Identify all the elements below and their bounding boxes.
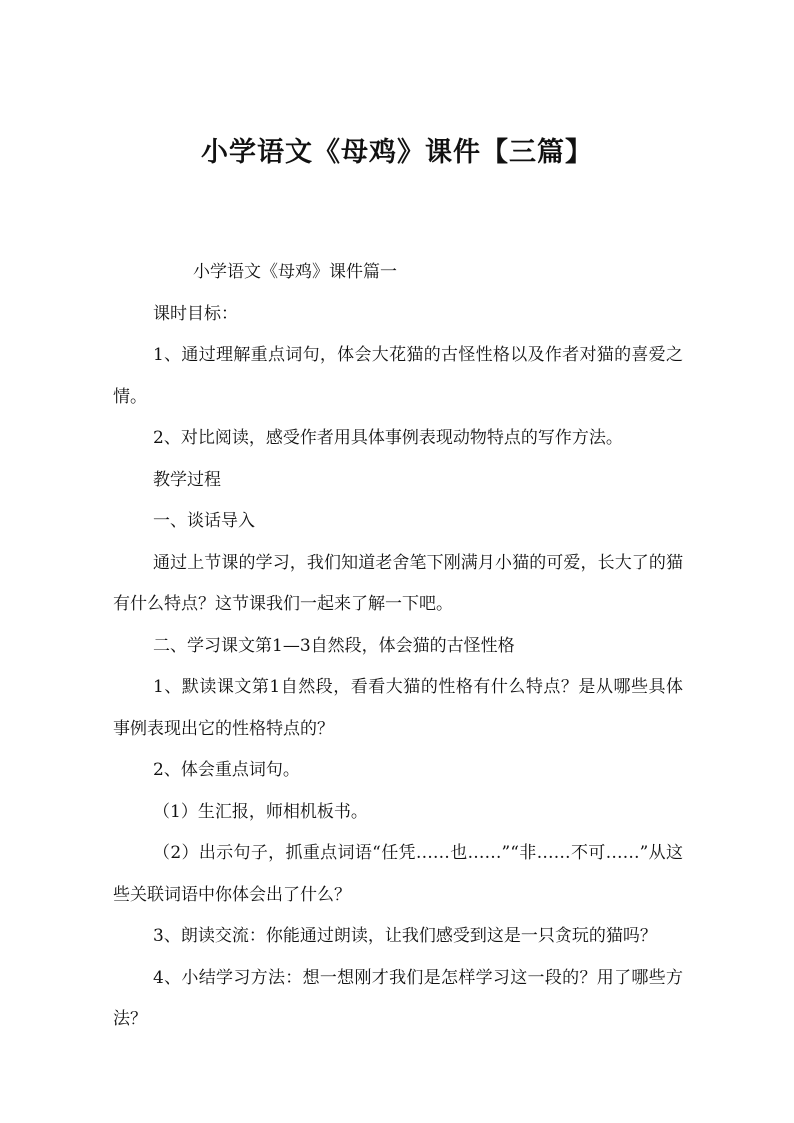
document-title: 小学语文《母鸡》课件【三篇】: [201, 137, 593, 168]
document-body: [113, 252, 683, 1041]
paragraph: 1、默读课文第1自然段，看看大猫的性格有什么特点？是从哪些具体事例表现出它的性格特点的？: [113, 677, 683, 739]
paragraph: 一、谈话导入: [153, 511, 255, 531]
paragraph: 2、体会重点词句。: [153, 760, 300, 780]
paragraph: （1）生汇报，师相机板书。: [153, 801, 368, 822]
paragraph: 4、小结学习方法：想一想刚才我们是怎样学习这一段的？用了哪些方法？: [113, 967, 683, 1029]
paragraph: 1、通过理解重点词句，体会大花猫的古怪性格以及作者对猫的喜爱之情。: [113, 345, 683, 407]
paragraph: 教学过程: [153, 469, 221, 490]
paragraph: 3、朗读交流：你能通过朗读，让我们感受到这是一只贪玩的猫吗？: [153, 926, 657, 946]
paragraph: 二、学习课文第1—3自然段，体会猫的古怪性格: [153, 635, 515, 656]
paragraph: 课时目标：: [153, 303, 238, 324]
paragraph: 2、对比阅读，感受作者用具体事例表现动物特点的写作方法。: [153, 428, 623, 448]
paragraph: （2）出示句子，抓重点词语“任凭……也……”“非……不可……”从这些关联词语中你体会出了什么？: [113, 843, 683, 905]
section-heading: 小学语文《母鸡》课件篇一: [193, 262, 397, 282]
paragraph: 通过上节课的学习，我们知道老舍笔下刚满月小猫的可爱，长大了的猫有什么特点？这节课我们一起来了解一下吧。: [113, 552, 683, 614]
